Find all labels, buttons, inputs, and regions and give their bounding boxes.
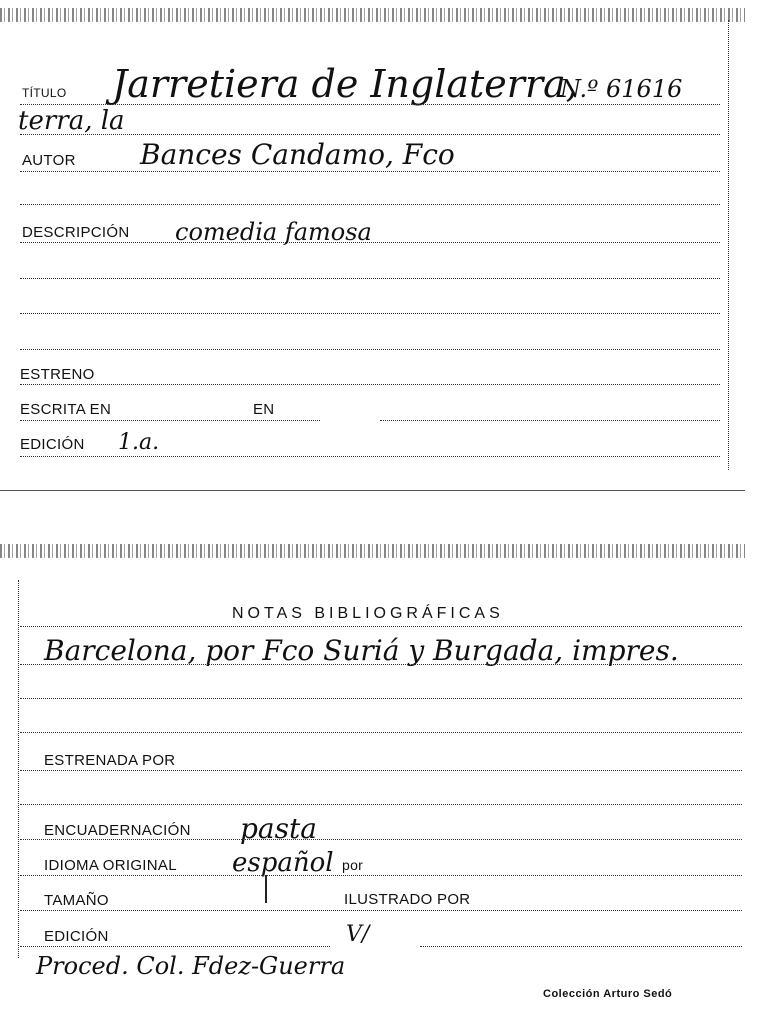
estrenada-por-label: ESTRENADA POR bbox=[44, 752, 176, 769]
catalog-card-bottom bbox=[0, 540, 759, 1028]
blank-line-4 bbox=[20, 349, 720, 350]
encuadernacion-line bbox=[20, 839, 742, 840]
handwritten-stroke bbox=[265, 875, 267, 903]
encuadernacion-label: ENCUADERNACIÓN bbox=[44, 822, 191, 839]
card-bottom-edge bbox=[0, 490, 745, 491]
scan-noise-bottom bbox=[0, 544, 745, 558]
procedencia-value: Proced. Col. Fdez-Guerra bbox=[36, 952, 346, 980]
edicion-bottom-line-right bbox=[420, 946, 742, 947]
titulo-value: Jarretiera de Inglaterra, bbox=[112, 62, 578, 106]
notas-line-3 bbox=[20, 732, 742, 733]
estrenada-por-line bbox=[20, 770, 742, 771]
titulo-line-2 bbox=[20, 134, 720, 135]
ilustrado-por-label: ILUSTRADO POR bbox=[344, 891, 471, 908]
notas-line-2 bbox=[20, 698, 742, 699]
edicion-value: 1.a. bbox=[118, 430, 160, 455]
encuadernacion-value: pasta bbox=[240, 812, 317, 845]
collection-credit: Colección Arturo Sedó bbox=[543, 988, 673, 1000]
edicion-bottom-line bbox=[20, 946, 330, 947]
tamano-line bbox=[20, 910, 742, 911]
estreno-line bbox=[20, 384, 720, 385]
autor-value: Bances Candamo, Fco bbox=[140, 138, 455, 171]
edicion-label: EDICIÓN bbox=[20, 436, 85, 453]
notas-line-4 bbox=[20, 804, 742, 805]
estreno-label: ESTRENO bbox=[20, 366, 95, 383]
idioma-original-label: IDIOMA ORIGINAL bbox=[44, 857, 177, 874]
blank-line-2 bbox=[20, 278, 720, 279]
titulo-value-continued: terra, la bbox=[18, 106, 125, 136]
edicion-mark: V/ bbox=[346, 922, 370, 947]
en-label: EN bbox=[253, 401, 275, 418]
autor-label: AUTOR bbox=[22, 152, 76, 169]
titulo-number: N.º 61616 bbox=[560, 75, 683, 103]
por-label: por bbox=[342, 857, 364, 873]
descripcion-label: DESCRIPCIÓN bbox=[22, 224, 130, 241]
blank-line-3 bbox=[20, 313, 720, 314]
escrita-en-line bbox=[20, 420, 320, 421]
descripcion-value: comedia famosa bbox=[175, 218, 372, 246]
edicion-line bbox=[20, 456, 720, 457]
titulo-label: TÍTULO bbox=[22, 86, 67, 100]
catalog-card-top bbox=[0, 0, 759, 495]
scan-noise-top bbox=[0, 8, 745, 22]
escrita-en-line-right bbox=[380, 420, 720, 421]
card-left-border bbox=[18, 580, 19, 958]
descripcion-line bbox=[20, 242, 720, 243]
notas-value: Barcelona, por Fco Suriá y Burgada, impres. bbox=[44, 634, 679, 667]
edicion-bottom-label: EDICIÓN bbox=[44, 928, 109, 945]
notas-title: NOTAS BIBLIOGRÁFICAS bbox=[232, 605, 504, 622]
blank-line-1 bbox=[20, 204, 720, 205]
idioma-original-line bbox=[20, 875, 742, 876]
titulo-line bbox=[20, 104, 720, 105]
notas-line-0 bbox=[20, 626, 742, 627]
card-right-border bbox=[728, 20, 729, 470]
tamano-label: TAMAÑO bbox=[44, 892, 109, 909]
escrita-en-label: ESCRITA EN bbox=[20, 401, 112, 418]
notas-line-1 bbox=[20, 664, 742, 665]
autor-line bbox=[20, 171, 720, 172]
idioma-original-value: español bbox=[232, 848, 334, 878]
